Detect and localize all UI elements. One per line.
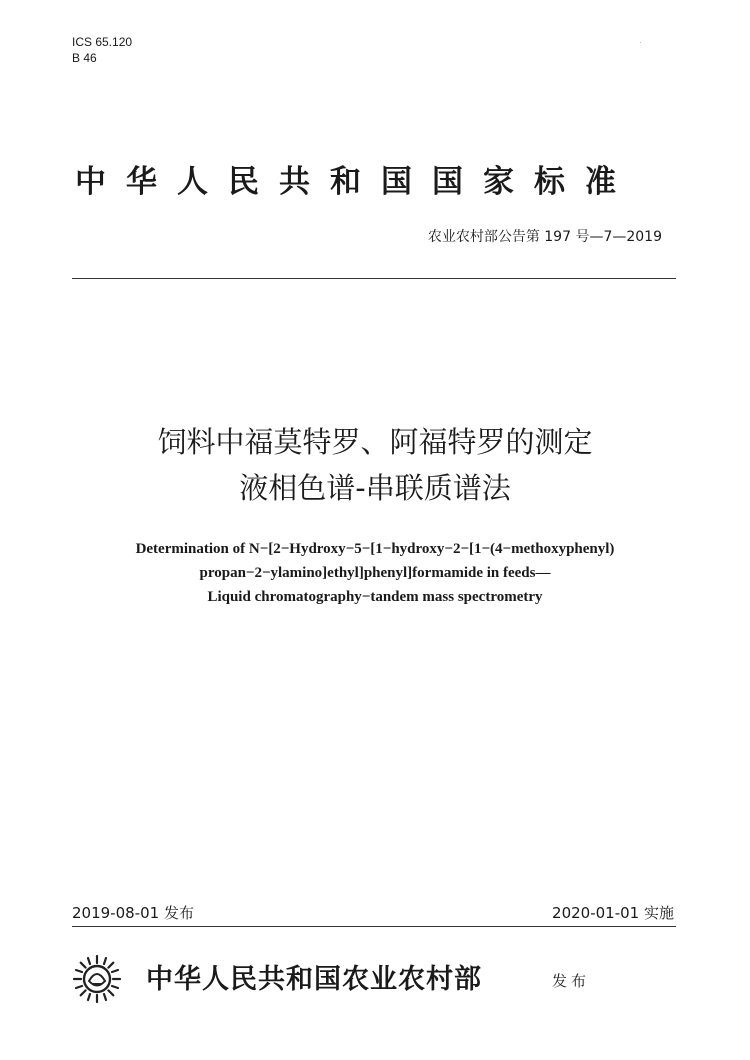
title-cn-line1: 饲料中福莫特罗、阿福特罗的测定 xyxy=(157,425,593,459)
ccs-code: B 46 xyxy=(72,51,97,65)
top-divider xyxy=(72,278,676,279)
title-en-line1: Determination of N−[2−Hydroxy−5−[1−hydroxy−2−[1−(4−methoxyphenyl) xyxy=(135,541,615,557)
standard-title: 中华人民共和国国家标准 xyxy=(75,164,636,200)
document-number: 农业农村部公告第 197 号—7—2019 xyxy=(427,229,662,245)
effective-date: 2020-01-01 实施 xyxy=(552,904,674,922)
scan-speck xyxy=(640,42,641,43)
title-cn-line2: 液相色谱-串联质谱法 xyxy=(239,471,511,505)
title-en-line3: Liquid chromatography−tandem mass spectrometry xyxy=(207,589,543,605)
ics-code: ICS 65.120 xyxy=(72,35,133,49)
publish-label: 发布 xyxy=(552,972,591,990)
title-en-line2: propan−2−ylamino]ethyl]phenyl]formamide in feeds— xyxy=(199,565,551,581)
classification-codes xyxy=(72,34,132,66)
release-date: 2019-08-01 发布 xyxy=(72,904,194,922)
bottom-divider xyxy=(72,926,676,927)
ministry-name: 中华人民共和国农业农村部 xyxy=(146,964,482,995)
ministry-emblem-icon xyxy=(72,954,122,1004)
